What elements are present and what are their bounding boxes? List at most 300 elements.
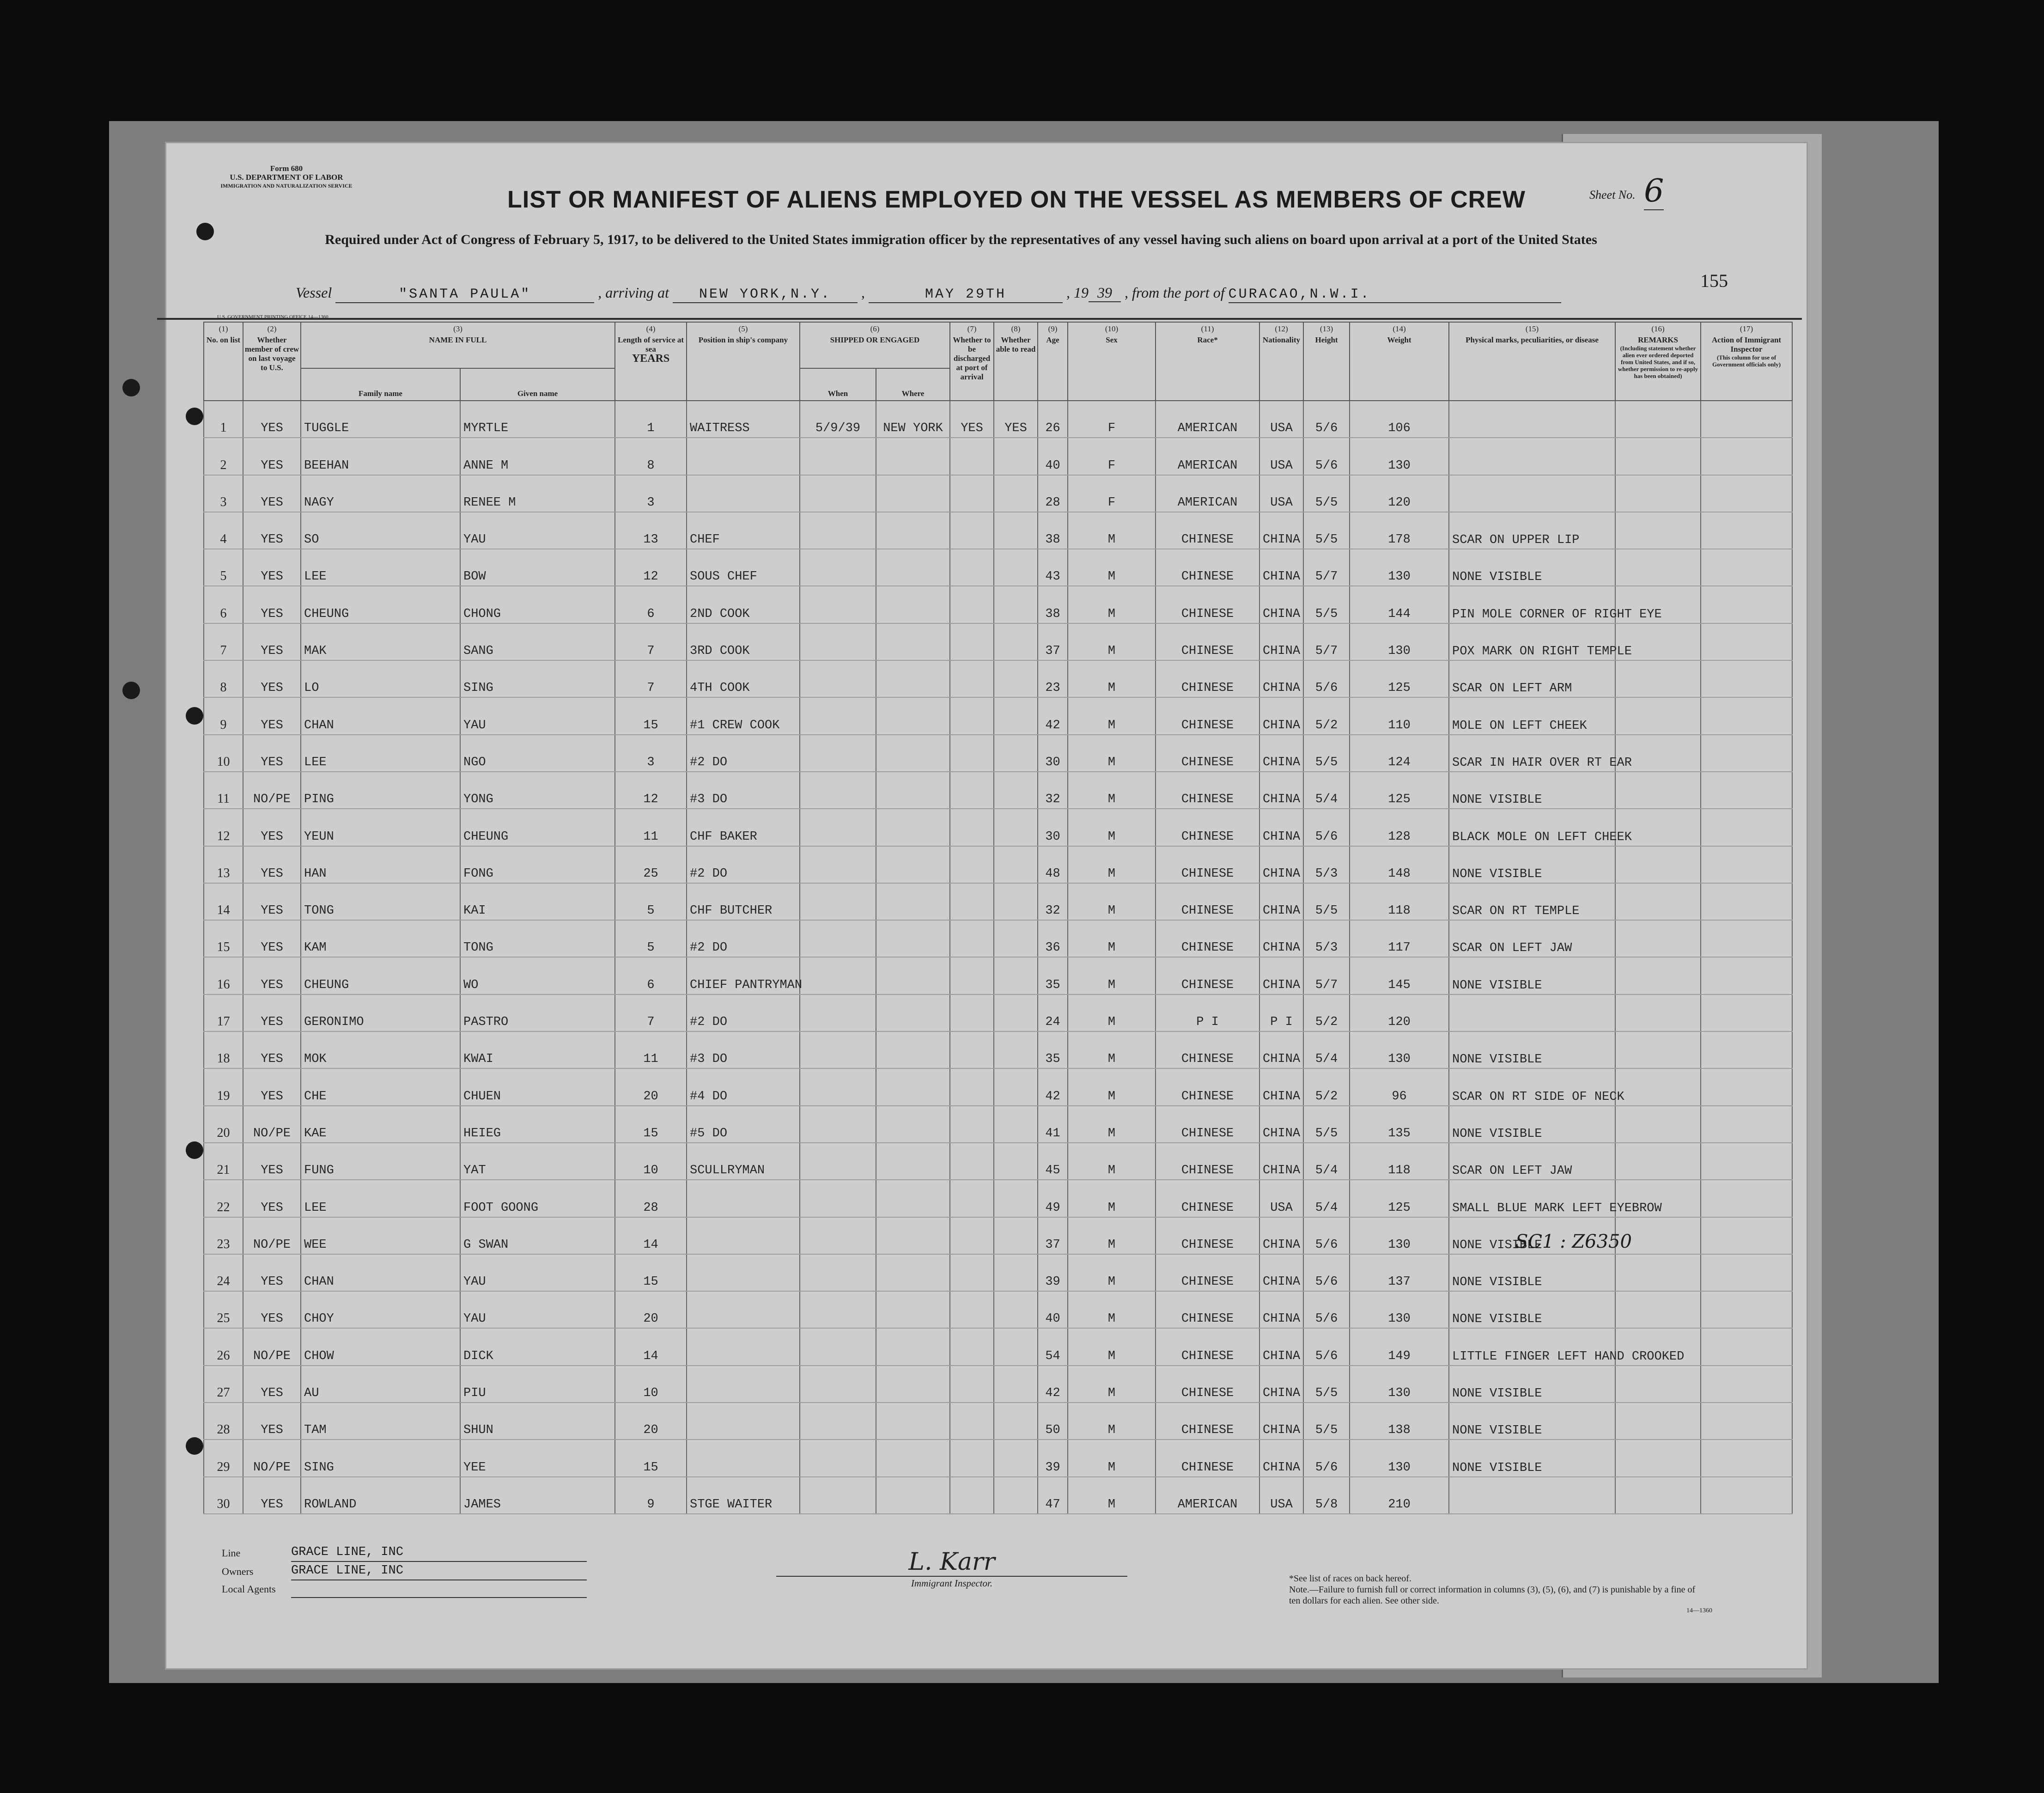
nationality: CHINA [1259,735,1303,772]
given-name: PIU [460,1366,615,1403]
binder-hole [122,379,140,396]
age: 40 [1038,1291,1068,1328]
given-name: YAU [460,697,615,734]
shipped-where [876,1031,950,1068]
position: CHF BAKER [687,809,800,846]
inspector-action [1701,1403,1792,1439]
height: 5/4 [1303,1143,1350,1180]
able-to-read [994,920,1038,957]
service-years: 8 [615,438,687,475]
col-race: (11) Race* [1156,322,1259,401]
vessel-name: "SANTA PAULA" [335,287,594,303]
race: CHINESE [1156,1068,1259,1105]
race: CHINESE [1156,772,1259,809]
able-to-read [994,1217,1038,1254]
physical-marks: LITTLE FINGER LEFT HAND CROOKED [1449,1328,1615,1365]
physical-marks: PIN MOLE CORNER OF RIGHT EYE [1449,586,1615,623]
able-to-read [994,438,1038,475]
discharged [950,1106,994,1143]
inspector-action [1701,1180,1792,1217]
service-years: 6 [615,586,687,623]
inspector-action [1701,772,1792,809]
printing-office: U.S. GOVERNMENT PRINTING OFFICE 14—1360 [217,314,328,320]
sex: M [1068,660,1156,697]
able-to-read [994,846,1038,883]
inspector-action [1701,475,1792,512]
service-years: 14 [615,1217,687,1254]
position: 4TH COOK [687,660,800,697]
race: CHINESE [1156,1403,1259,1439]
inspector-action [1701,957,1792,994]
age: 42 [1038,1068,1068,1105]
remarks [1615,549,1701,586]
able-to-read [994,1439,1038,1476]
able-to-read [994,772,1038,809]
sex: F [1068,475,1156,512]
row-number: 24 [204,1254,243,1291]
family-name: PING [301,772,460,809]
able-to-read [994,1106,1038,1143]
shipped-when: 5/9/39 [800,401,876,438]
shipped-where [876,957,950,994]
position: STGE WAITER [687,1477,800,1514]
nationality: CHINA [1259,1217,1303,1254]
nationality: CHINA [1259,1143,1303,1180]
weight: 118 [1350,883,1449,920]
nationality: USA [1259,438,1303,475]
race: CHINESE [1156,1328,1259,1365]
physical-marks: NONE VISIBLE [1449,1439,1615,1476]
col-name-in-full: (3) NAME IN FULL [301,322,615,368]
table-row [204,1254,1792,1291]
family-name: ROWLAND [301,1477,460,1514]
shipped-when [800,846,876,883]
row-number: 8 [204,660,243,697]
race: CHINESE [1156,1143,1259,1180]
service-years: 3 [615,475,687,512]
sex: M [1068,1328,1156,1365]
penalty-note: Note.—Failure to furnish full or correct information in columns (3), (5), (6), and (7) is punishable by a fine of ten dollars for each alien. See other side. [1289,1585,1696,1606]
physical-marks [1449,994,1615,1031]
remarks [1615,1068,1701,1105]
physical-marks: POX MARK ON RIGHT TEMPLE [1449,623,1615,660]
discharged [950,1439,994,1476]
weight: 130 [1350,1366,1449,1403]
sex: M [1068,809,1156,846]
discharged [950,1477,994,1514]
sex: M [1068,586,1156,623]
shipped-where [876,735,950,772]
table-row [204,1068,1792,1105]
row-number: 7 [204,623,243,660]
given-name: JAMES [460,1477,615,1514]
nationality: CHINA [1259,809,1303,846]
agents-label: Local Agents [222,1583,276,1595]
previous-voyage: YES [243,623,301,660]
height: 5/5 [1303,1106,1350,1143]
service-years: 20 [615,1291,687,1328]
age: 39 [1038,1439,1068,1476]
position [687,1366,800,1403]
shipped-where [876,697,950,734]
weight: 106 [1350,401,1449,438]
remarks [1615,475,1701,512]
physical-marks: SCAR ON LEFT JAW [1449,920,1615,957]
previous-voyage: YES [243,475,301,512]
age: 50 [1038,1403,1068,1439]
remarks [1615,438,1701,475]
sex: M [1068,1366,1156,1403]
inspector-action [1701,401,1792,438]
physical-marks: NONE VISIBLE [1449,1403,1615,1439]
position: CHEF [687,512,800,549]
previous-voyage: YES [243,660,301,697]
nationality: CHINA [1259,1254,1303,1291]
age: 38 [1038,586,1068,623]
form-code: 14—1360 [1686,1607,1712,1614]
position [687,1217,800,1254]
position [687,1328,800,1365]
row-number: 20 [204,1106,243,1143]
height: 5/2 [1303,994,1350,1031]
discharged [950,660,994,697]
page-number: 155 [1700,270,1728,291]
shipped-where [876,994,950,1031]
nationality: CHINA [1259,586,1303,623]
row-number: 5 [204,549,243,586]
discharged [950,846,994,883]
table-row [204,586,1792,623]
row-number: 3 [204,475,243,512]
race: CHINESE [1156,623,1259,660]
inspector-action [1701,883,1792,920]
race: CHINESE [1156,1366,1259,1403]
discharged [950,1366,994,1403]
row-number: 14 [204,883,243,920]
col-remarks: (16) REMARKS (Including statement whether alien ever ordered deported from United States, and if so, whether permission to re-apply has been obtained) [1615,322,1701,401]
previous-voyage: YES [243,1254,301,1291]
row-number: 6 [204,586,243,623]
discharged [950,1031,994,1068]
race: CHINESE [1156,697,1259,734]
height: 5/6 [1303,401,1350,438]
weight: 148 [1350,846,1449,883]
family-name: CHOW [301,1328,460,1365]
physical-marks: SCAR ON LEFT ARM [1449,660,1615,697]
shipped-where [876,1068,950,1105]
shipped-where [876,438,950,475]
height: 5/6 [1303,438,1350,475]
service-years: 9 [615,1477,687,1514]
row-number: 18 [204,1031,243,1068]
race: CHINESE [1156,1217,1259,1254]
shipped-where: NEW YORK [876,401,950,438]
weight: 128 [1350,809,1449,846]
height: 5/6 [1303,1291,1350,1328]
table-row [204,920,1792,957]
service-years: 13 [615,512,687,549]
table-row [204,512,1792,549]
race: AMERICAN [1156,1477,1259,1514]
weight: 118 [1350,1143,1449,1180]
nationality: CHINA [1259,920,1303,957]
discharged [950,1143,994,1180]
previous-voyage: NO/PE [243,1328,301,1365]
row-number: 15 [204,920,243,957]
previous-voyage: YES [243,697,301,734]
position: #1 CREW COOK [687,697,800,734]
shipped-where [876,883,950,920]
race: CHINESE [1156,660,1259,697]
binder-hole [122,682,140,699]
nationality: CHINA [1259,1403,1303,1439]
given-name: ANNE M [460,438,615,475]
previous-voyage: YES [243,1068,301,1105]
height: 5/7 [1303,549,1350,586]
age: 24 [1038,994,1068,1031]
shipped-when [800,438,876,475]
service-years: 20 [615,1068,687,1105]
col-shipped-where: Where [876,368,950,401]
given-name: YAU [460,1254,615,1291]
col-shipped-engaged: (6) SHIPPED OR ENGAGED [800,322,950,368]
year-prefix: , 19 [1066,284,1089,301]
sex: M [1068,512,1156,549]
able-to-read: YES [994,401,1038,438]
race: P I [1156,994,1259,1031]
row-number: 26 [204,1328,243,1365]
physical-marks [1449,401,1615,438]
able-to-read [994,1403,1038,1439]
service-years: 11 [615,809,687,846]
previous-voyage: NO/PE [243,1439,301,1476]
nationality: CHINA [1259,883,1303,920]
position: CHIEF PANTRYMAN [687,957,800,994]
height: 5/7 [1303,957,1350,994]
from-label: , from the port of [1124,284,1225,301]
departure-port: CURACAO,N.W.I. [1229,287,1561,303]
weight: 145 [1350,957,1449,994]
shipped-when [800,623,876,660]
row-number: 21 [204,1143,243,1180]
col-nationality: (12) Nationality [1259,322,1303,401]
race: AMERICAN [1156,401,1259,438]
previous-voyage: YES [243,512,301,549]
discharged [950,623,994,660]
inspector-action [1701,623,1792,660]
row-number: 4 [204,512,243,549]
inspector-action [1701,1254,1792,1291]
age: 30 [1038,735,1068,772]
service: IMMIGRATION AND NATURALIZATION SERVICE [220,183,353,189]
row-number: 12 [204,809,243,846]
discharged [950,920,994,957]
remarks [1615,660,1701,697]
service-years: 1 [615,401,687,438]
inspector-action [1701,735,1792,772]
given-name: MYRTLE [460,401,615,438]
nationality: CHINA [1259,1328,1303,1365]
inspector-action [1701,1477,1792,1514]
given-name: KAI [460,883,615,920]
family-name: CHAN [301,1254,460,1291]
row-number: 10 [204,735,243,772]
col-sex: (10) Sex [1068,322,1156,401]
inspector-action [1701,994,1792,1031]
able-to-read [994,1366,1038,1403]
sex: M [1068,697,1156,734]
race: CHINESE [1156,1031,1259,1068]
family-name: CHEUNG [301,586,460,623]
weight: 110 [1350,697,1449,734]
discharged [950,586,994,623]
sex: M [1068,1403,1156,1439]
position: #2 DO [687,735,800,772]
family-name: TUGGLE [301,401,460,438]
vessel-label: Vessel [296,284,332,301]
family-name: AU [301,1366,460,1403]
able-to-read [994,1328,1038,1365]
shipped-when [800,1439,876,1476]
age: 23 [1038,660,1068,697]
physical-marks: NONE VISIBLE [1449,957,1615,994]
given-name: DICK [460,1328,615,1365]
previous-voyage: YES [243,1291,301,1328]
shipped-when [800,1217,876,1254]
weight: 130 [1350,1217,1449,1254]
given-name: YAU [460,1291,615,1328]
discharged [950,1291,994,1328]
shipped-where [876,1291,950,1328]
height: 5/4 [1303,1031,1350,1068]
shipped-when [800,920,876,957]
able-to-read [994,512,1038,549]
service-years: 7 [615,623,687,660]
nationality: CHINA [1259,957,1303,994]
inspector-action [1701,438,1792,475]
age: 49 [1038,1180,1068,1217]
sex: F [1068,438,1156,475]
crew-rows [204,401,1792,1514]
row-number: 25 [204,1291,243,1328]
given-name: BOW [460,549,615,586]
family-name: KAE [301,1106,460,1143]
shipped-when [800,1068,876,1105]
inspector-action [1701,1291,1792,1328]
weight: 130 [1350,1031,1449,1068]
position: #3 DO [687,1031,800,1068]
family-name: GERONIMO [301,994,460,1031]
nationality: USA [1259,475,1303,512]
shipped-when [800,1366,876,1403]
previous-voyage: NO/PE [243,1106,301,1143]
height: 5/5 [1303,475,1350,512]
inspector-label: Immigrant Inspector. [776,1576,1127,1589]
height: 5/4 [1303,772,1350,809]
discharged [950,957,994,994]
shipped-where [876,549,950,586]
col-given-name: Given name [460,368,615,401]
race: CHINESE [1156,512,1259,549]
binder-hole [186,408,203,425]
service-years: 5 [615,883,687,920]
previous-voyage: YES [243,586,301,623]
service-years: 15 [615,1106,687,1143]
remarks [1615,401,1701,438]
remarks [1615,994,1701,1031]
table-row [204,1328,1792,1365]
weight: 130 [1350,1291,1449,1328]
sex: M [1068,1031,1156,1068]
weight: 130 [1350,549,1449,586]
shipped-when [800,1143,876,1180]
col-shipped-when: When [800,368,876,401]
shipped-when [800,1291,876,1328]
race: CHINESE [1156,735,1259,772]
row-number: 30 [204,1477,243,1514]
height: 5/8 [1303,1477,1350,1514]
family-name: MOK [301,1031,460,1068]
col-length-of-service: (4) Length of service at sea YEARS [615,322,687,401]
discharged [950,772,994,809]
shipped-where [876,623,950,660]
physical-marks: NONE VISIBLE [1449,772,1615,809]
owners-value: GRACE LINE, INC [291,1562,587,1580]
table-row [204,438,1792,475]
height: 5/5 [1303,1366,1350,1403]
previous-voyage: YES [243,1031,301,1068]
inspector-action [1701,1217,1792,1254]
service-years: 6 [615,957,687,994]
handwritten-remark: SC1 : Z6350 [1515,1231,1632,1252]
table-row [204,1403,1792,1439]
age: 35 [1038,957,1068,994]
previous-voyage: YES [243,957,301,994]
line-owner-block [222,1543,587,1598]
shipped-where [876,512,950,549]
row-number: 29 [204,1439,243,1476]
nationality: CHINA [1259,772,1303,809]
age: 37 [1038,1217,1068,1254]
given-name: YONG [460,772,615,809]
age: 38 [1038,512,1068,549]
nationality: USA [1259,1180,1303,1217]
header-rule [157,318,1802,320]
height: 5/5 [1303,883,1350,920]
height: 5/6 [1303,1328,1350,1365]
previous-voyage: NO/PE [243,1217,301,1254]
owners-label: Owners [222,1566,254,1577]
line-value: GRACE LINE, INC [291,1543,587,1562]
discharged [950,512,994,549]
shipped-where [876,809,950,846]
table-row [204,549,1792,586]
remarks [1615,697,1701,734]
shipped-when [800,1031,876,1068]
physical-marks: NONE VISIBLE [1449,549,1615,586]
remarks [1615,1143,1701,1180]
weight: 96 [1350,1068,1449,1105]
table-row [204,883,1792,920]
table-row [204,809,1792,846]
service-years: 12 [615,549,687,586]
discharged [950,697,994,734]
row-number: 16 [204,957,243,994]
shipped-when [800,735,876,772]
binder-hole [196,223,214,240]
shipped-when [800,586,876,623]
shipped-when [800,549,876,586]
